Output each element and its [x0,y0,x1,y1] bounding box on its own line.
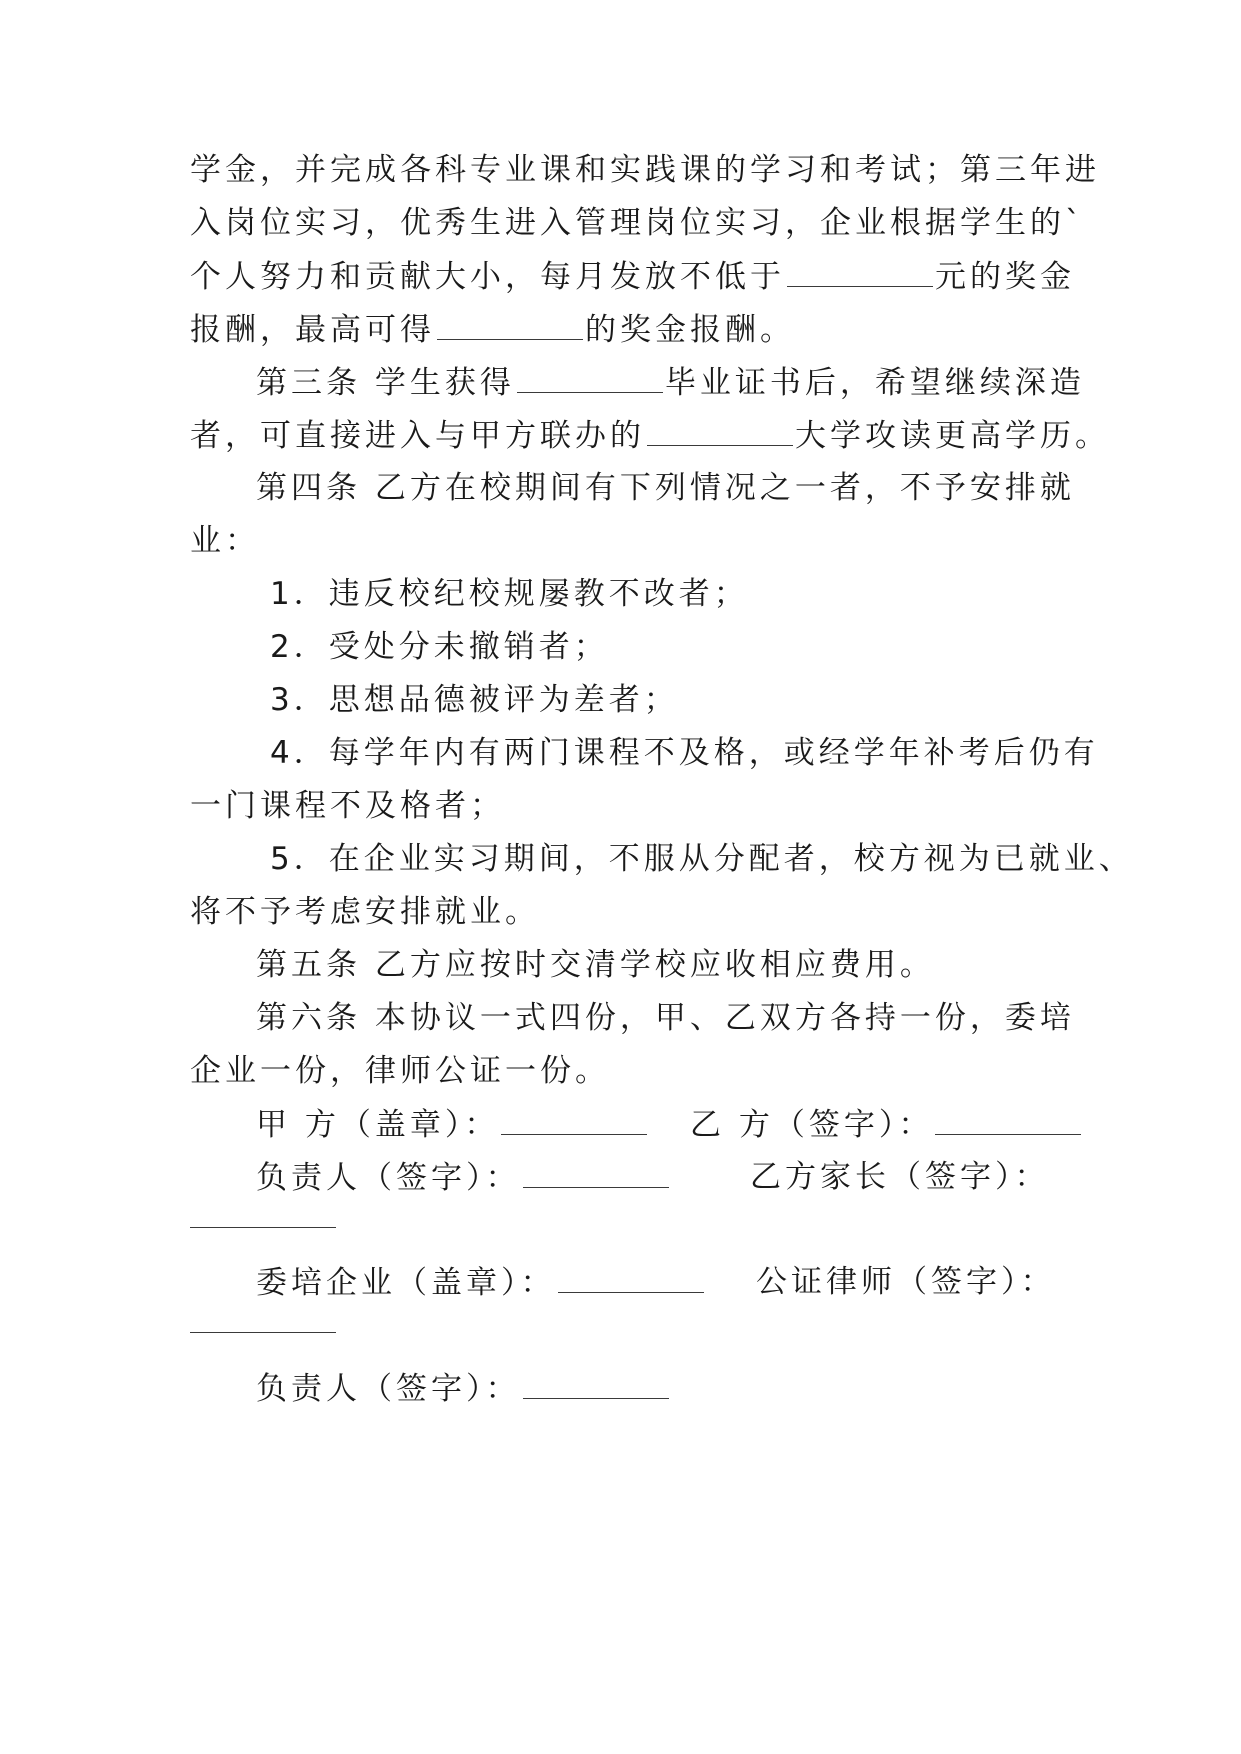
article-5-line [256,945,1126,985]
label: 乙方家长（签字）： [750,1159,1050,1195]
text: 个人努力和贡献大小，每月发放不低于 [190,259,785,295]
fill-blank [787,256,933,287]
list-item-continuation [190,892,1060,932]
text: 企业一份，律师公证一份。 [190,1053,610,1089]
label: 委培企业（盖章）： [256,1265,556,1301]
list-item [270,574,1140,614]
article-6-line [190,1051,1060,1091]
text: 毕业证书后，希望继续深造 [664,365,1085,401]
article-4-line [190,521,1060,561]
article-4-line [256,468,1126,508]
signature-blank [558,1262,704,1293]
enterprise-signature [256,1262,706,1303]
text: 5．在企业实习期间，不服从分配者，校方视为已就业、 [270,841,1134,877]
fill-blank [517,362,663,393]
label: 公证律师（签字）： [756,1264,1056,1300]
text: 将不予考虑安排就业。 [190,894,540,930]
text: 第六条 本协议一式四份，甲、乙双方各持一份，委培 [256,1000,1075,1036]
text: 报酬，最高可得 [190,312,435,348]
signature-blank [523,1368,669,1399]
parent-b-signature [750,1157,1050,1197]
text: 第五条 乙方应按时交清学校应收相应费用。 [256,947,935,983]
text: 4．每学年内有两门课程不及格，或经学年补考后仍有 [270,735,1099,771]
lawyer-signature [756,1262,1056,1302]
paragraph-line [190,256,1075,297]
list-item [270,627,1140,667]
article-3-line [256,362,1126,403]
label: 乙 方（签字）： [690,1107,934,1143]
text: 者，可直接进入与甲方联办的 [190,418,645,454]
article-6-line [256,998,1126,1038]
responsible-e-signature [256,1368,671,1409]
fill-blank [437,309,583,340]
signature-blank [190,1332,336,1333]
paragraph-line [190,309,1060,350]
list-item [270,680,1140,720]
paragraph-line [190,203,1085,243]
signature-blank [523,1157,669,1188]
text: 3．思想品德被评为差者； [270,682,679,718]
label: 负责人（签字）： [256,1371,521,1407]
text: 业： [190,523,260,559]
label: 甲 方（盖章）： [256,1107,500,1143]
text: 1．违反校纪校规屡教不改者； [270,576,749,612]
label: 负责人（签字）： [256,1160,521,1196]
text: 第三条 学生获得 [256,365,515,401]
list-item-continuation [190,786,1060,826]
text: 一门课程不及格者； [190,788,505,824]
paragraph-line [190,150,1100,190]
text: 2．受处分未撤销者； [270,629,609,665]
fill-blank [647,415,793,446]
responsible-a-signature [256,1157,671,1198]
text: 学金，并完成各科专业课和实践课的学习和考试；第三年进 [190,152,1100,188]
list-item [270,839,1140,879]
signature-blank [190,1227,336,1228]
list-item [270,733,1140,773]
text: 大学攻读更高学历。 [795,418,1110,454]
text: 的奖金报酬。 [585,312,795,348]
party-a-signature [256,1104,649,1145]
text: 入岗位实习，优秀生进入管理岗位实习，企业根据学生的` [190,205,1085,241]
text: 第四条 乙方在校期间有下列情况之一者，不予安排就 [256,470,1075,506]
text: 元的奖金 [935,259,1075,295]
signature-blank [501,1104,647,1135]
article-3-line [190,415,1110,456]
party-b-signature [690,1104,1083,1145]
signature-blank [935,1104,1081,1135]
